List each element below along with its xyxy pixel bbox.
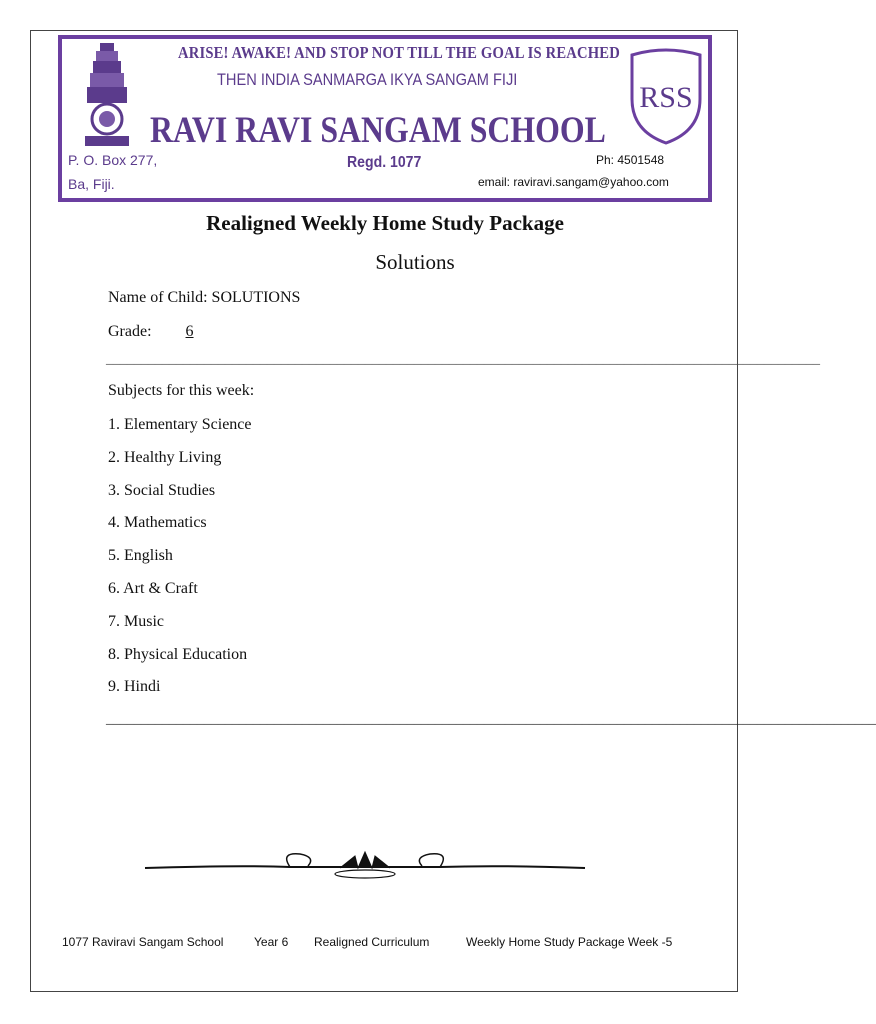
city: Ba, Fiji. — [68, 176, 115, 192]
footer-school: 1077 Raviravi Sangam School — [62, 935, 224, 949]
grade-value: 6 — [185, 323, 194, 340]
decorative-divider-ornament — [140, 848, 590, 884]
document-subtitle: Solutions — [375, 250, 455, 274]
list-item: 4. Mathematics — [108, 514, 207, 532]
grade-line — [108, 323, 194, 341]
grade-label: Grade: — [108, 323, 152, 340]
footer-package: Weekly Home Study Package Week -5 — [466, 935, 673, 949]
motto: ARISE! AWAKE! AND STOP NOT TILL THE GOAL IS REACHED — [178, 43, 620, 62]
po-box: P. O. Box 277, — [68, 152, 158, 168]
footer-curriculum: Realigned Curriculum — [314, 935, 430, 949]
footer-year: Year 6 — [254, 935, 289, 949]
child-name-label: Name of Child: — [108, 289, 208, 306]
list-item: 2. Healthy Living — [108, 448, 222, 466]
logo-text: RSS — [639, 81, 693, 114]
list-item: 8. Physical Education — [108, 645, 248, 663]
letterhead — [58, 35, 712, 202]
child-name-value: SOLUTIONS — [211, 289, 301, 306]
list-item: 6. Art & Craft — [108, 579, 198, 597]
subject-list — [108, 415, 252, 710]
list-item: 1. Elementary Science — [108, 416, 252, 433]
phone-number: Ph: 4501548 — [596, 153, 665, 167]
divider-bottom: ______________________________________________________________________________________________________________ — [106, 712, 876, 727]
divider-top: ______________________________________________________________________________________________________ — [106, 352, 820, 367]
organization-name: THEN INDIA SANMARGA IKYA SANGAM FIJI — [217, 70, 518, 89]
list-item: 7. Music — [108, 612, 164, 630]
list-item: 5. English — [108, 547, 173, 565]
subjects-heading: Subjects for this week: — [108, 382, 255, 399]
list-item: 3. Social Studies — [108, 481, 216, 499]
child-name-line — [108, 289, 300, 307]
temple-logo — [82, 41, 132, 149]
list-item: 9. Hindi — [108, 678, 161, 696]
rss-shield-logo — [626, 47, 706, 147]
school-name: RAVI RAVI SANGAM SCHOOL — [150, 110, 606, 151]
email-address: email: raviravi.sangam@yahoo.com — [478, 175, 669, 189]
document-title: Realigned Weekly Home Study Package — [206, 211, 564, 235]
registration-number: Regd. 1077 — [347, 154, 422, 171]
